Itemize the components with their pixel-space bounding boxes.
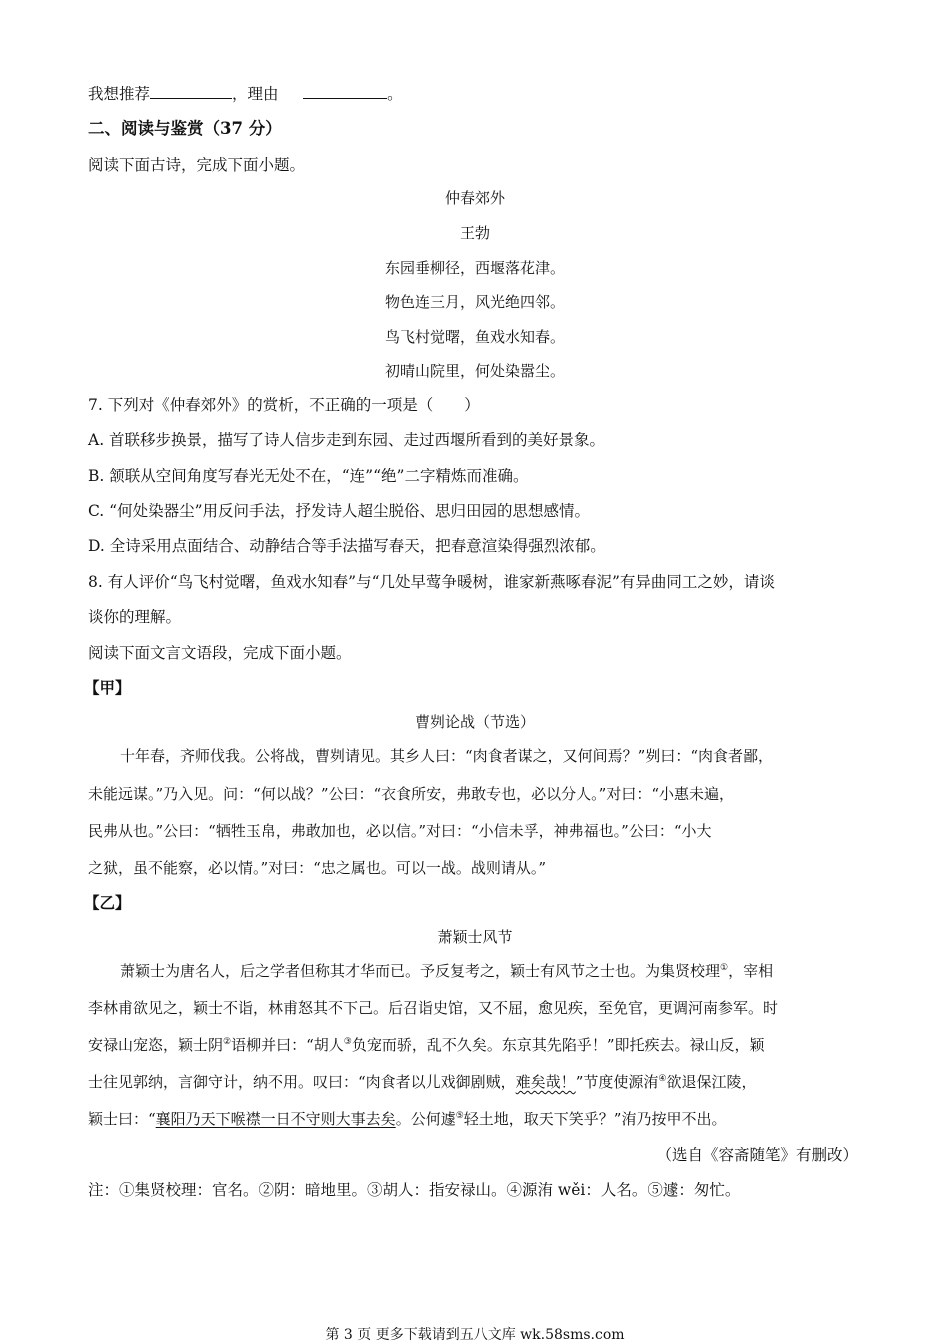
q7-option-a: A. 首联移步换景，描写了诗人信步走到东园、走过西堰所看到的美好景象。 (88, 431, 606, 449)
yi-text: 语柳并曰：“胡人 (231, 1036, 344, 1054)
recommend-line (88, 84, 880, 104)
yi-text: ”节度使源洧 (575, 1073, 659, 1091)
yi-line-1 (88, 961, 880, 981)
jia-line: 之狱，虽不能察，必以情。”对曰：“忠之属也。可以一战。战则请从。” (88, 859, 547, 877)
poem-line: 东园垂柳径，西堰落花津。 (384, 259, 565, 277)
yi-text: 。公何遽 (395, 1110, 456, 1128)
yi-text: 安禄山宠恣，颖士阴 (88, 1036, 224, 1054)
yi-title: 萧颖士风节 (437, 928, 513, 946)
yi-text: 负宠而骄，乱不久矣。东京其先陷乎！”即托疾去。禄山反，颖 (351, 1036, 765, 1054)
section-title: 二、阅读与鉴赏（37 分） (88, 119, 282, 138)
poem-line: 物色连三月，风光绝四邻。 (384, 293, 565, 311)
poem-intro: 阅读下面古诗，完成下面小题。 (88, 156, 306, 174)
q8-line-1: 8. 有人评价“鸟飞村觉曙，鱼戏水知春”与“几处早莺争暖树，谁家新燕啄春泥”有异曲同工之妙，请谈 (88, 573, 775, 591)
poem-title: 仲春郊外 (444, 189, 505, 207)
q7-option-b: B. 颔联从空间角度写春光无处不在，“连”“绝”二字精炼而准确。 (88, 467, 529, 485)
yi-text: 欲退保江陵， (666, 1073, 757, 1091)
footnote-mark: ⑤ (455, 1111, 464, 1121)
yi-text: 萧颖士为唐名人，后之学者但称其才华而已。予反复考之，颖士有风节之士也。为集贤校理 (120, 962, 721, 980)
yi-line-4 (88, 1072, 880, 1092)
recommend-prefix: 我想推荐 (88, 85, 151, 103)
source-citation: （选自《容斋随笔》有删改） (656, 1146, 858, 1164)
footnote-mark: ② (223, 1037, 232, 1047)
q7-stem: 7. 下列对《仲春郊外》的赏析，不正确的一项是（ ） (88, 396, 480, 414)
poem-line: 初晴山院里，何处染嚣尘。 (384, 362, 565, 380)
recommend-blank[interactable] (150, 84, 232, 99)
jia-line: 未能远谋。”乃入见。问：“何以战？”公曰：“衣食所安，弗敢专也，必以分人。”对曰：“小惠未遍， (88, 785, 735, 803)
page-footer: 第 3 页 更多下载请到五八文库 wk.58sms.com (325, 1327, 625, 1343)
footnotes: 注：①集贤校理：官名。②阴：暗地里。③胡人：指安禄山。④源洧 wěi：人名。⑤遽：匆忙。 (88, 1181, 741, 1199)
wavy-underlined-phrase: 难矣哉！ (515, 1073, 576, 1091)
q7-option-c: C. “何处染器尘”用反问手法，抒发诗人超尘脱俗、思归田园的思想感情。 (88, 502, 591, 520)
q7-option-d: D. 全诗采用点面结合、动静结合等手法描写春天，把春意渲染得强烈浓郁。 (88, 537, 606, 555)
reason-label: ，理由 (232, 85, 279, 103)
yi-text: 士往见郭纳，言御守计，纳不用。叹曰：“肉食者以儿戏御剧贼， (88, 1073, 516, 1091)
reason-blank[interactable] (303, 84, 387, 99)
jia-line: 十年春，齐师伐我。公将战，曹刿请见。其乡人曰：“肉食者谋之，又何间焉？”刿曰：“肉食者鄙， (120, 747, 774, 765)
yi-label: 【乙】 (84, 893, 131, 912)
yi-line-5 (88, 1109, 880, 1129)
footnote-mark: ④ (658, 1074, 667, 1084)
poem-line: 鸟飞村觉曙，鱼戏水知春。 (384, 328, 565, 346)
jia-title: 曹刿论战（节选） (414, 713, 535, 731)
yi-text: 颖士曰：“ (88, 1110, 156, 1128)
footnote-mark: ③ (343, 1037, 352, 1047)
footnote-mark: ① (720, 963, 729, 973)
jia-line: 民弗从也。”公曰：“牺牲玉帛，弗敢加也，必以信。”对曰：“小信未孚，神弗福也。”公曰：“小大 (88, 822, 712, 840)
classical-intro: 阅读下面文言文语段，完成下面小题。 (88, 644, 352, 662)
recommend-end: 。 (387, 85, 403, 103)
poem-author: 王勃 (459, 224, 490, 242)
yi-line-3 (88, 1035, 880, 1055)
underlined-sentence: 襄阳乃天下喉襟一日不守则大事去矣 (155, 1110, 396, 1128)
q8-line-2: 谈你的理解。 (88, 608, 182, 626)
yi-line-2: 李林甫欲见之，颖士不诣，林甫怒其不下己。后召诣史馆，又不屈，愈见疾，至免官，更调河南参军。时 (88, 999, 779, 1017)
yi-text: ，宰相 (728, 962, 774, 980)
yi-text: 轻土地，取天下笑乎？”洧乃按甲不出。 (463, 1110, 727, 1128)
jia-label: 【甲】 (84, 678, 131, 697)
